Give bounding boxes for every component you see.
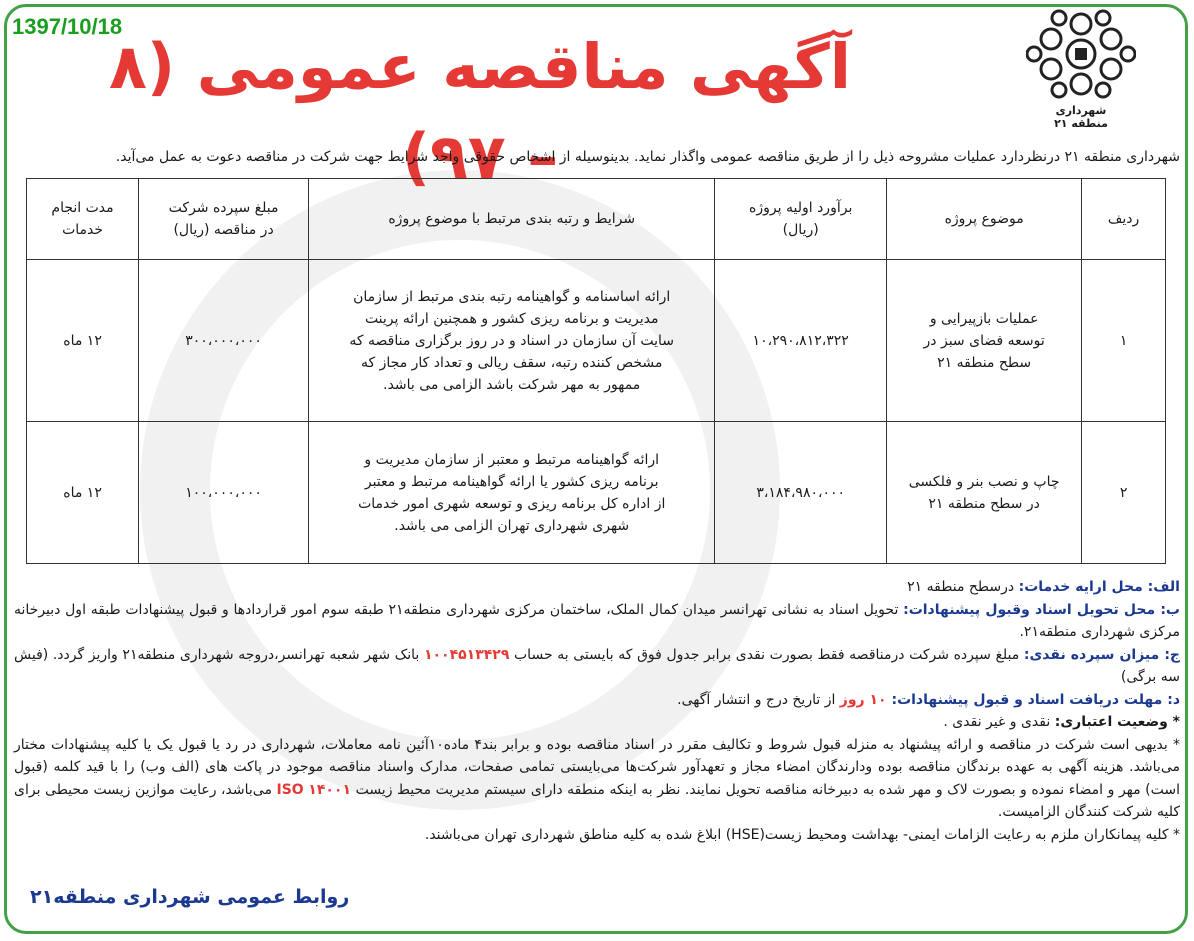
note-dal-text: از تاریخ درج و انتشار آگهی. <box>677 691 840 708</box>
para1-text: * بدیهی است شرکت در مناقصه و ارائه پیشنهاد به منزله قبول شروط و تکالیف مقرر در اسناد مناقصه بوده و برابر بند۴ ماده۱۰آئین نامه معاملات، شهرداری در رد یا قبول یک یا کلیه پیشنهادات مختار می‌باشد. هزینه آگهی به عهده برندگان مناقصه بوده ودارندگان امضاء مجاز و تعهدآور شرکت‌ها می‌بایستی تمامی صفحات، مدارک واسناد مناقصه موجود در پاکت های (الف وب) را با قید کلمه (قبول است) مهر و امضاء نموده و بصورت لاک و مهر شده به دبیرخانه مناقصه تحویل نمایند. نظر به اینکه منطقه دارای سیستم مدیریت محیط زیست <box>14 736 1181 798</box>
note-alef-text: درسطح منطقه ۲۱ <box>907 579 1019 595</box>
col-conditions: شرایط و رتبه بندی مرتبط با موضوع پروژه <box>309 179 715 260</box>
table-header-row <box>27 179 1166 260</box>
note-jim-label: ج: میزان سپرده نقدی: <box>1023 646 1181 663</box>
table-row <box>27 422 1166 564</box>
account-number: ۱۰۰۴۵۱۳۴۲۹ <box>423 646 510 663</box>
iso-label: ISO <box>276 781 304 798</box>
note-jim-text-1: مبلغ سپرده شرکت درمناقصه فقط بصورت نقدی برابر جدول فوق که بایستی به حساب <box>509 646 1024 663</box>
note-dal <box>14 689 1180 712</box>
note-hse <box>14 824 1180 847</box>
cell-row-no: ۲ <box>1082 422 1166 564</box>
note-credit-label: * وضعیت اعتباری: <box>1054 714 1180 730</box>
intro-text: شهرداری منطقه ۲۱ درنظردارد عملیات مشروحه ذیل را از طریق مناقصه عمومی واگذار نماید. بدینوسیله از اشخاص حقوقی واجد شرایط جهت شرکت در مناقصه دعوت به عمل می‌آید. <box>115 149 1180 165</box>
public-relations-signature: روابط عمومی شهرداری منطقه۲۱ <box>30 886 350 908</box>
note-credit-text: نقدی و غیر نقدی . <box>943 714 1055 730</box>
publish-date: 1397/10/18 <box>12 14 123 39</box>
note-be-label: ب: محل تحویل اسناد وقبول پیشنهادات: <box>903 601 1180 618</box>
iso-number: ۱۴۰۰۱ <box>308 781 352 798</box>
note-be <box>14 599 1180 644</box>
col-duration: مدت انجام خدمات <box>27 179 139 260</box>
note-alef <box>14 576 1180 599</box>
cell-row-no: ۱ <box>1082 260 1166 422</box>
note-conditions-paragraph <box>14 734 1180 824</box>
para1-end: می‌باشد، رعایت موازین زیست محیطی برای کلیه شرکت کنندگان الزامیست. <box>14 781 1180 820</box>
note-dal-label: د: مهلت دریافت اسناد و قبول پیشنهادات: <box>891 691 1180 708</box>
col-estimate: برآورد اولیه پروژه (ریال) <box>715 179 887 260</box>
deadline-days: ۱۰ روز <box>839 691 892 708</box>
cell-subject: چاپ و نصب بنر و فلکسی در سطح منطقه ۲۱ <box>887 422 1082 564</box>
note-jim-text-2: بانک شهر شعبه تهرانسر،دروجه شهرداری منطقه۲۱ واریز گردد. (فیش سه برگی) <box>14 646 1180 685</box>
municipality-logo-icon <box>1026 6 1136 118</box>
cell-duration: ۱۲ ماه <box>27 422 139 564</box>
page-title: آگهی مناقصه عمومی (۸ – ۹۷) <box>108 30 852 193</box>
note-credit <box>14 711 1180 734</box>
cell-deposit: ۱۰۰،۰۰۰،۰۰۰ <box>139 422 309 564</box>
note-alef-label: الف: محل ارایه خدمات: <box>1018 579 1180 595</box>
note-jim <box>14 644 1180 689</box>
cell-estimate: ۱۰،۲۹۰،۸۱۲،۳۲۲ <box>715 260 887 422</box>
cell-conditions: ارائه گواهینامه مرتبط و معتبر از سازمان مدیریت و برنامه ریزی کشور یا ارائه گواهینامه مرتبط و معتبر از اداره کل برنامه ریزی و توسعه شهری امور خدمات شهری شهرداری تهران الزامی می باشد. <box>309 422 715 564</box>
col-row-no: ردیف <box>1082 179 1166 260</box>
cell-subject: عملیات بازپیرایی و توسعه فضای سبز در سطح منطقه ۲۱ <box>887 260 1082 422</box>
para2-text: * کلیه پیمانکاران ملزم به رعایت الزامات ایمنی- بهداشت ومحیط زیست(HSE) ابلاغ شده به کلیه مناطق شهرداری تهران می‌باشند. <box>424 826 1180 843</box>
col-deposit: مبلغ سپرده شرکت در مناقصه (ریال) <box>139 179 309 260</box>
cell-duration: ۱۲ ماه <box>27 260 139 422</box>
table-row <box>27 260 1166 422</box>
notes-section <box>14 576 1180 846</box>
col-subject: موضوع پروژه <box>887 179 1082 260</box>
tender-table <box>26 178 1166 564</box>
cell-conditions: ارائه اساسنامه و گواهینامه رتبه بندی مرتبط از سازمان مدیریت و برنامه ریزی کشور و همچنین ارائه پرینت سایت آن سازمان در اسناد و در روز برگزاری مناقصه که مشخص کننده رتبه، سقف ریالی و تعداد کار مجاز که ممهور به مهر شرکت باشد الزامی می باشد. <box>309 260 715 422</box>
cell-estimate: ۳،۱۸۴،۹۸۰،۰۰۰ <box>715 422 887 564</box>
cell-deposit: ۳۰۰،۰۰۰،۰۰۰ <box>139 260 309 422</box>
logo-caption: شهرداری منطقه ۲۱ <box>1054 104 1108 130</box>
note-be-text: تحویل اسناد به نشانی تهرانسر میدان کمال الملک، ساختمان مرکزی شهرداری منطقه۲۱ طبقه سوم امور قراردادها و قبول پیشنهادات طبقه اول دبیرخانه مرکزی شهرداری منطقه۲۱. <box>14 601 1180 640</box>
